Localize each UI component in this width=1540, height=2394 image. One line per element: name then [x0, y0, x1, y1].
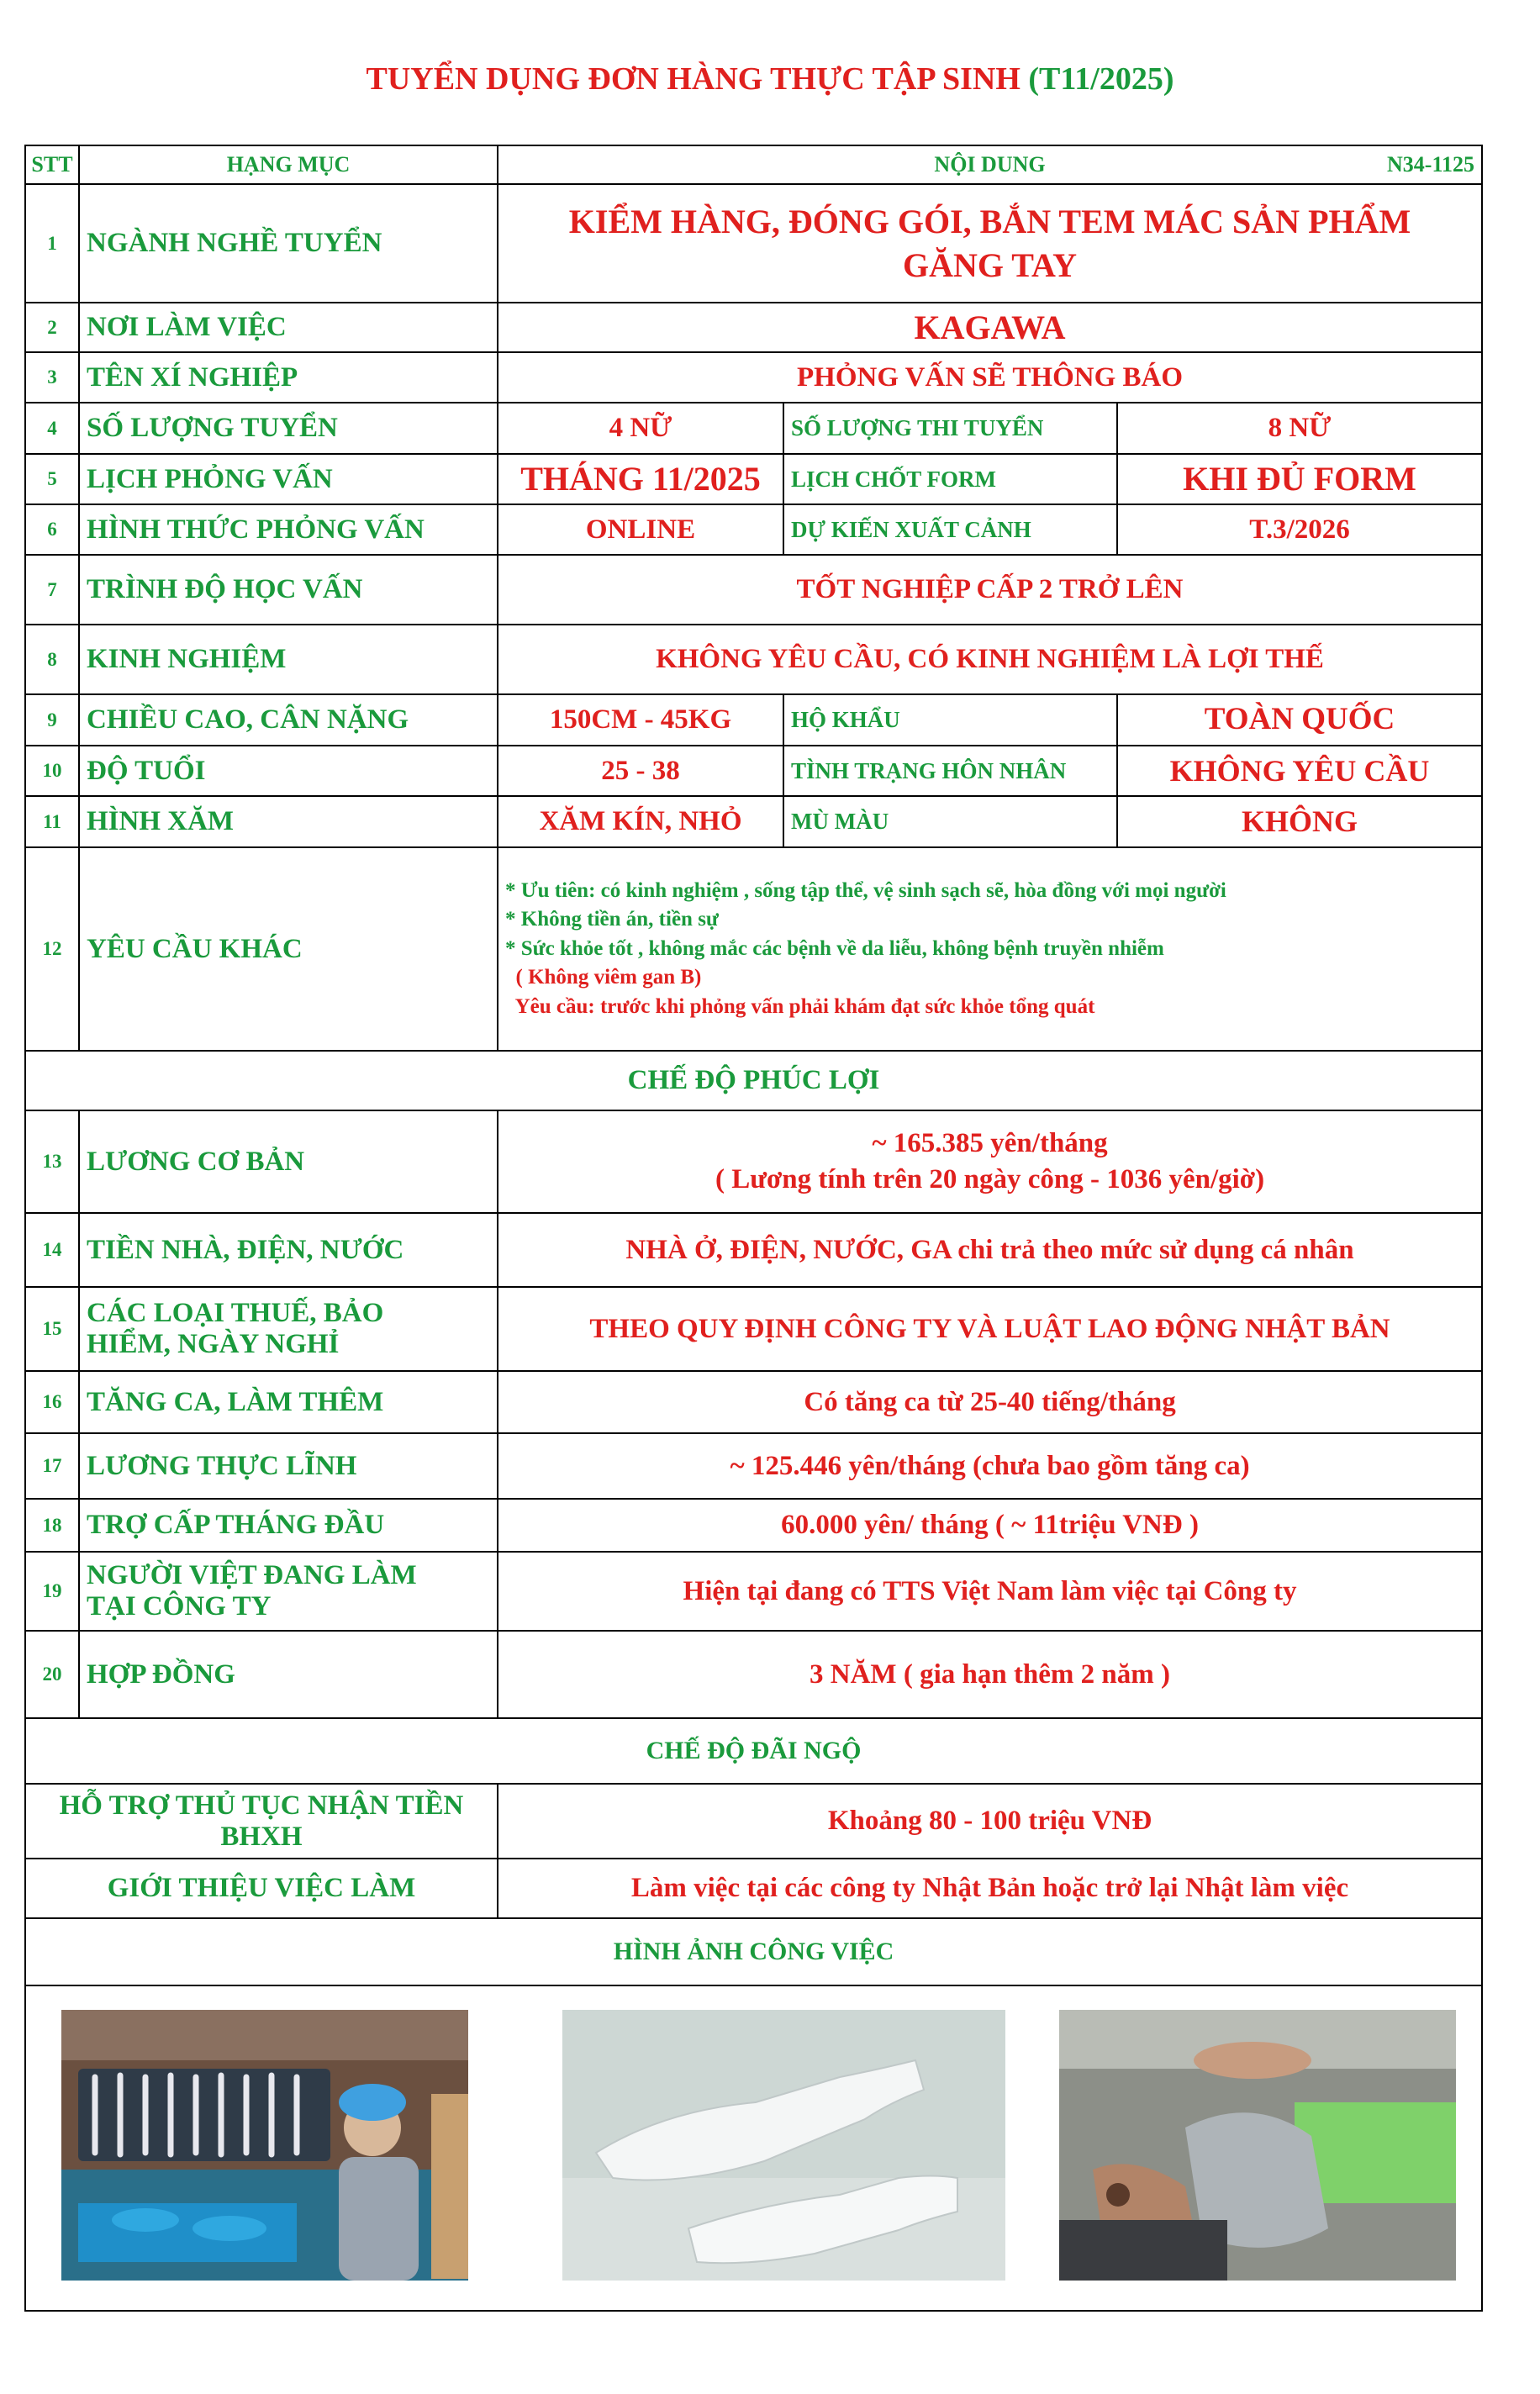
- row-value: [498, 1110, 1482, 1213]
- order-code: N34-1125: [1387, 152, 1475, 177]
- row-sub-value: 8 NỮ: [1117, 403, 1482, 454]
- row-label: LƯƠNG CƠ BẢN: [79, 1110, 498, 1213]
- header-stt: STT: [25, 145, 79, 184]
- row-value: NHÀ Ở, ĐIỆN, NƯỚC, GA chi trả theo mức sử dụng cá nhân: [498, 1213, 1482, 1287]
- note-line: * Sức khỏe tốt , không mắc các bệnh về da liễu, không bệnh truyền nhiễm: [505, 936, 1164, 960]
- row-value: [498, 184, 1482, 303]
- title-main: TUYỂN DỤNG ĐƠN HÀNG THỰC TẬP SINH: [366, 61, 1021, 97]
- row-sub-label: MÙ MÀU: [783, 796, 1117, 847]
- row-sub-value: T.3/2026: [1117, 504, 1482, 555]
- row-sub-label: TÌNH TRẠNG HÔN NHÂN: [783, 746, 1117, 796]
- row-number: 8: [25, 625, 79, 694]
- support-value: Khoảng 80 - 100 triệu VNĐ: [498, 1784, 1482, 1859]
- note-line: ( Không viêm gan B): [505, 966, 702, 989]
- label-line: BHXH: [220, 1821, 303, 1852]
- row-label: [79, 1287, 498, 1371]
- table-row: [25, 1784, 1482, 1859]
- other-requirements: [498, 847, 1482, 1051]
- section-row: [25, 1051, 1482, 1110]
- row-number: 3: [25, 352, 79, 403]
- row-value: Hiện tại đang có TTS Việt Nam làm việc tại Công ty: [498, 1552, 1482, 1631]
- table-row: [25, 1287, 1482, 1371]
- row-label: HÌNH XĂM: [79, 796, 498, 847]
- row-number: 14: [25, 1213, 79, 1287]
- row-value: THEO QUY ĐỊNH CÔNG TY VÀ LUẬT LAO ĐỘNG NHẬT BẢN: [498, 1287, 1482, 1371]
- row-label: TÊN XÍ NGHIỆP: [79, 352, 498, 403]
- gloves-photo-image: [562, 2010, 1005, 2281]
- row-value: PHỎNG VẤN SẼ THÔNG BÁO: [498, 352, 1482, 403]
- label-line: HIỂM, NGÀY NGHỈ: [87, 1329, 340, 1359]
- label-line: HỖ TRỢ THỦ TỤC NHẬN TIỀN: [59, 1790, 464, 1821]
- row-label: HỢP ĐỒNG: [79, 1631, 498, 1718]
- images-header: HÌNH ẢNH CÔNG VIỆC: [25, 1918, 1482, 1985]
- row-label: LỊCH PHỎNG VẤN: [79, 454, 498, 504]
- table-row: [25, 746, 1482, 796]
- row-sub-value: KHI ĐỦ FORM: [1117, 454, 1482, 504]
- row-label: TRỢ CẤP THÁNG ĐẦU: [79, 1499, 498, 1552]
- row-number: 18: [25, 1499, 79, 1552]
- label-line: CÁC LOẠI THUẾ, BẢO: [87, 1298, 384, 1329]
- table-row: [25, 1859, 1482, 1918]
- table-row: [25, 1552, 1482, 1631]
- row-number: 5: [25, 454, 79, 504]
- row-value: 25 - 38: [498, 746, 783, 796]
- row-sub-label: HỘ KHẨU: [783, 694, 1117, 746]
- row-number: 15: [25, 1287, 79, 1371]
- referral-label: GIỚI THIỆU VIỆC LÀM: [25, 1859, 498, 1918]
- row-number: 10: [25, 746, 79, 796]
- row-sub-label: SỐ LƯỢNG THI TUYỂN: [783, 403, 1117, 454]
- label-line: NGƯỜI VIỆT ĐANG LÀM: [87, 1560, 417, 1591]
- header-category: HẠNG MỤC: [79, 145, 498, 184]
- row-label: KINH NGHIỆM: [79, 625, 498, 694]
- note-line: Yêu cầu: trước khi phỏng vấn phải khám đạt sức khỏe tổng quát: [505, 994, 1095, 1018]
- row-value: Có tăng ca từ 25-40 tiếng/tháng: [498, 1371, 1482, 1433]
- row-value: KHÔNG YÊU CẦU, CÓ KINH NGHIỆM LÀ LỢI THẾ: [498, 625, 1482, 694]
- support-label: [25, 1784, 498, 1859]
- factory-photo-image: [61, 2010, 468, 2281]
- section-row: [25, 1918, 1482, 1985]
- row-number: 19: [25, 1552, 79, 1631]
- label-line: TẠI CÔNG TY: [87, 1591, 272, 1621]
- table-row: [25, 796, 1482, 847]
- referral-value: Làm việc tại các công ty Nhật Bản hoặc trở lại Nhật làm việc: [498, 1859, 1482, 1918]
- salary-line-1: ~ 165.385 yên/tháng: [872, 1128, 1108, 1159]
- table-row: [25, 504, 1482, 555]
- row-value: THÁNG 11/2025: [498, 454, 783, 504]
- row-value: TỐT NGHIỆP CẤP 2 TRỞ LÊN: [498, 555, 1482, 625]
- row-sub-value: TOÀN QUỐC: [1117, 694, 1482, 746]
- hands-photo-image: [1059, 2010, 1456, 2281]
- row-number: 1: [25, 184, 79, 303]
- row-number: 9: [25, 694, 79, 746]
- row-value: 150CM - 45KG: [498, 694, 783, 746]
- header-content: [498, 145, 1482, 184]
- row-sub-value: KHÔNG YÊU CẦU: [1117, 746, 1482, 796]
- table-row: [25, 403, 1482, 454]
- table-row: [25, 352, 1482, 403]
- table-row: [25, 847, 1482, 1051]
- row-label: TRÌNH ĐỘ HỌC VẤN: [79, 555, 498, 625]
- row-value: XĂM KÍN, NHỎ: [498, 796, 783, 847]
- row-number: 20: [25, 1631, 79, 1718]
- table-row: [25, 1213, 1482, 1287]
- page-title: [0, 61, 1540, 98]
- row-label: ĐỘ TUỔI: [79, 746, 498, 796]
- title-period: (T11/2025): [1028, 61, 1174, 97]
- row-label: HÌNH THỨC PHỎNG VẤN: [79, 504, 498, 555]
- header-content-label: NỘI DUNG: [934, 152, 1046, 177]
- note-line: * Ưu tiên: có kinh nghiệm , sống tập thể, vệ sinh sạch sẽ, hòa đồng với mọi người: [505, 878, 1226, 902]
- table-row: [25, 184, 1482, 303]
- row-value: ~ 125.446 yên/tháng (chưa bao gồm tăng ca): [498, 1433, 1482, 1499]
- recruitment-table: [24, 145, 1483, 2312]
- treatment-header: CHẾ ĐỘ ĐÃI NGỘ: [25, 1718, 1482, 1784]
- row-sub-value: KHÔNG: [1117, 796, 1482, 847]
- row-number: 17: [25, 1433, 79, 1499]
- table-row: [25, 454, 1482, 504]
- table-row: [25, 1631, 1482, 1718]
- factory-photo: [61, 2010, 468, 2281]
- table-row: [25, 555, 1482, 625]
- row-label: SỐ LƯỢNG TUYỂN: [79, 403, 498, 454]
- job-line-2: GĂNG TAY: [902, 245, 1078, 284]
- job-images: [25, 1985, 1482, 2311]
- table-row: [25, 694, 1482, 746]
- table-row: [25, 1371, 1482, 1433]
- row-label: LƯƠNG THỰC LĨNH: [79, 1433, 498, 1499]
- row-number: 6: [25, 504, 79, 555]
- row-number: 12: [25, 847, 79, 1051]
- row-label: TIỀN NHÀ, ĐIỆN, NƯỚC: [79, 1213, 498, 1287]
- section-row: [25, 1718, 1482, 1784]
- table-row: [25, 1499, 1482, 1552]
- row-label: YÊU CẦU KHÁC: [79, 847, 498, 1051]
- row-value: KAGAWA: [498, 303, 1482, 352]
- row-number: 13: [25, 1110, 79, 1213]
- row-number: 2: [25, 303, 79, 352]
- salary-line-2: ( Lương tính trên 20 ngày công - 1036 yên/giờ): [715, 1164, 1265, 1194]
- table-row: [25, 1433, 1482, 1499]
- row-number: 11: [25, 796, 79, 847]
- row-number: 4: [25, 403, 79, 454]
- gloves-photo: [562, 2010, 1005, 2281]
- row-sub-label: LỊCH CHỐT FORM: [783, 454, 1117, 504]
- benefits-header: CHẾ ĐỘ PHÚC LỢI: [25, 1051, 1482, 1110]
- row-value: ONLINE: [498, 504, 783, 555]
- table-row: [25, 625, 1482, 694]
- row-label: CHIỀU CAO, CÂN NẶNG: [79, 694, 498, 746]
- row-number: 16: [25, 1371, 79, 1433]
- row-label: TĂNG CA, LÀM THÊM: [79, 1371, 498, 1433]
- table-header-row: [25, 145, 1482, 184]
- row-value: 3 NĂM ( gia hạn thêm 2 năm ): [498, 1631, 1482, 1718]
- row-label: NƠI LÀM VIỆC: [79, 303, 498, 352]
- hands-photo: [1059, 2010, 1456, 2281]
- row-sub-label: DỰ KIẾN XUẤT CẢNH: [783, 504, 1117, 555]
- note-line: * Không tiền án, tiền sự: [505, 908, 719, 931]
- row-label: NGÀNH NGHỀ TUYỂN: [79, 184, 498, 303]
- row-number: 7: [25, 555, 79, 625]
- job-line-1: KIỂM HÀNG, ĐÓNG GÓI, BẮN TEM MÁC SẢN PHẨM: [568, 202, 1411, 240]
- images-row: [25, 1985, 1482, 2311]
- row-label: [79, 1552, 498, 1631]
- row-value: 60.000 yên/ tháng ( ~ 11triệu VNĐ ): [498, 1499, 1482, 1552]
- table-row: [25, 303, 1482, 352]
- table-row: [25, 1110, 1482, 1213]
- row-value: 4 NỮ: [498, 403, 783, 454]
